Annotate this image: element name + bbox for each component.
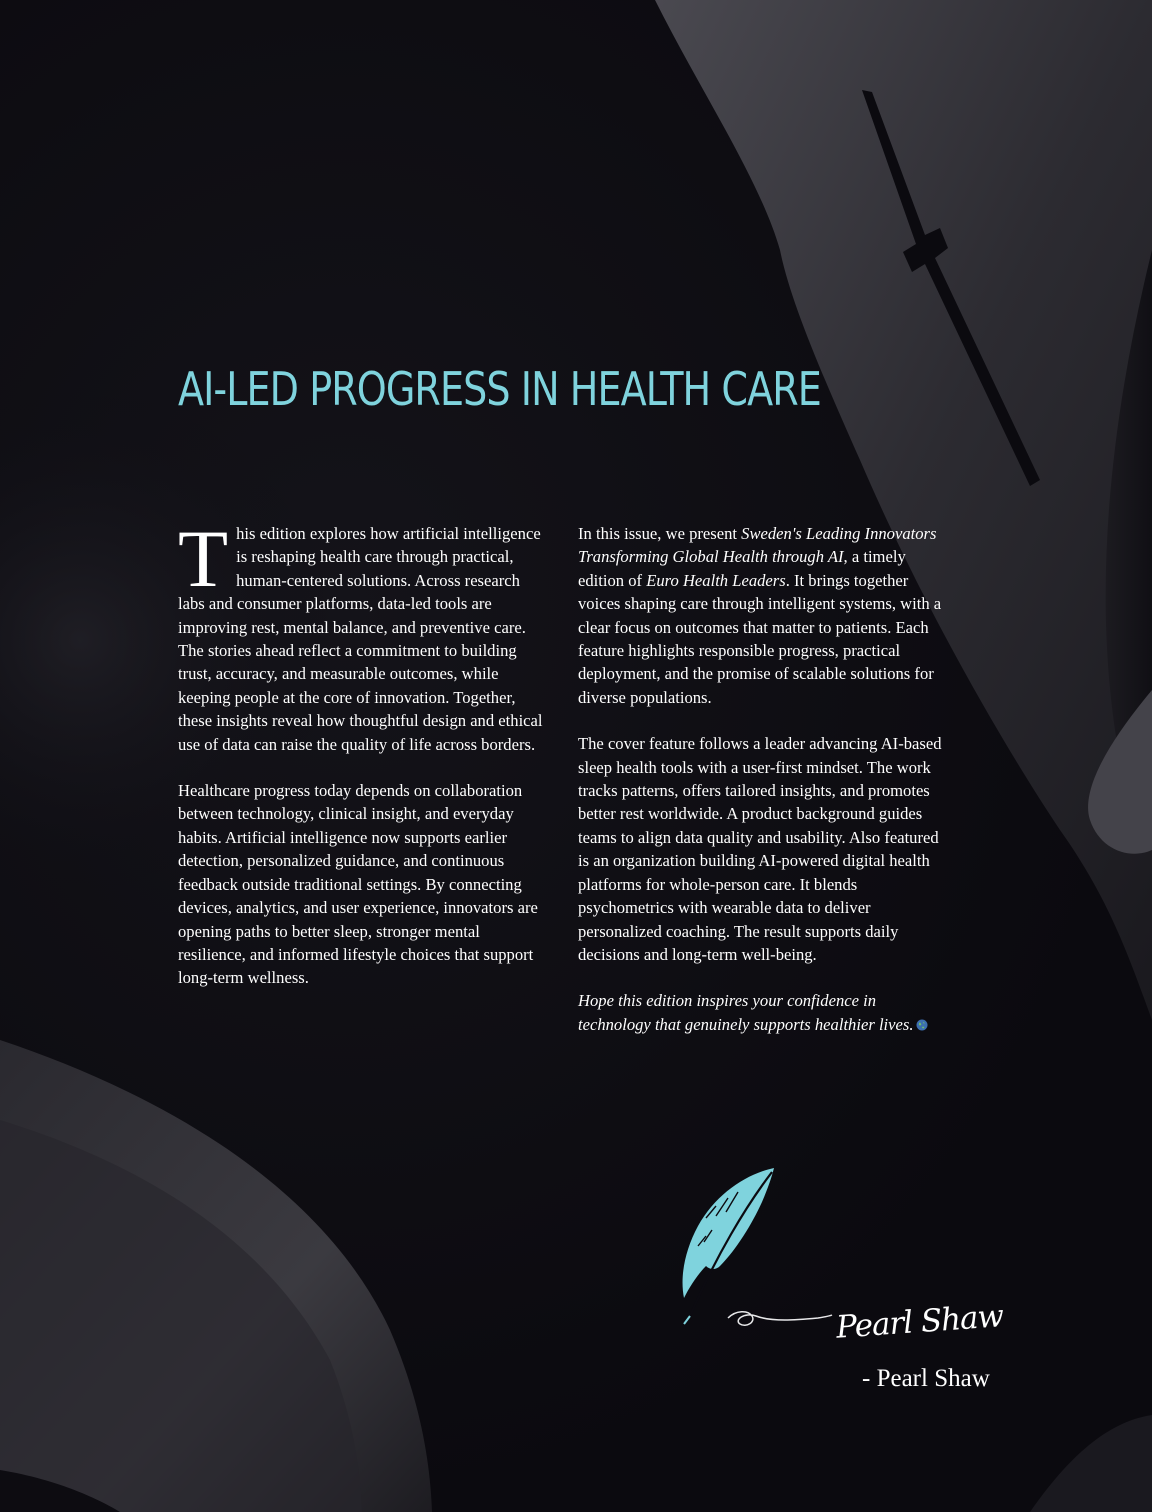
intro-paragraph bbox=[178, 513, 550, 756]
globe-icon bbox=[916, 1019, 928, 1031]
edition-title: Sweden's Leading Innovators Transforming Global Health through AI bbox=[578, 524, 937, 567]
right-column bbox=[578, 522, 950, 1059]
right-p1-text-c: , a timely edition of bbox=[578, 547, 906, 590]
left-paragraph-2: Healthcare progress today depends on collaboration between technology, clinical insight, and everyday habits. Artificial intelligence now supports earlier detection, personalized guidance, and continuous feedback outside traditional settings. By connecting devices, analytics, and user experience, innovators are opening paths to better sleep, stronger mental resilience, and informed lifestyle choices that support long-term wellness. bbox=[178, 781, 538, 988]
drop-cap: T bbox=[178, 513, 229, 604]
left-column bbox=[178, 513, 550, 1013]
sign-off-text: Hope this edition inspires your confidence in technology that genuinely supports healthier lives. bbox=[578, 991, 914, 1034]
right-paragraph-1 bbox=[578, 522, 950, 709]
intro-paragraph-text: his edition explores how artificial intelligence is reshaping health care through practical, human-centered solutions. Across research labs and consumer platforms, data-led tools are improving rest, mental balance, and preventive care. The stories ahead reflect a commitment to building trust, accuracy, and measurable outcomes, while keeping people at the core of innovation. Together, these insights reveal how thoughtful design and ethical use of data can raise the quality of life across borders. bbox=[178, 524, 543, 754]
signature-flourish bbox=[726, 1296, 834, 1336]
author-name: - Pearl Shaw bbox=[862, 1365, 990, 1392]
page-title: AI-LED PROGRESS IN HEALTH CARE bbox=[178, 362, 821, 416]
sign-off-paragraph bbox=[578, 989, 950, 1036]
right-p1-text-a: In this issue, we present bbox=[578, 524, 742, 543]
publication-name: Euro Health Leaders bbox=[646, 570, 786, 590]
right-paragraph-2: The cover feature follows a leader advancing AI-based sleep health tools with a user-first mindset. The work tracks patterns, offers tailored insights, and promotes better rest worldwide. A product background guides teams to align data quality and usability. Also featured is an organization building AI-powered digital health platforms for whole-person care. It blends psychometrics with wearable data to deliver personalized coaching. The result supports daily decisions and long-term well-being. bbox=[578, 734, 942, 964]
handwritten-signature: Pearl Shaw bbox=[834, 1298, 1005, 1346]
right-p1-text-e: . It brings together voices shaping care through intelligent systems, with a clear focus on outcomes that matter to patients. Each feature highlights responsible progress, practical deployment, and the promise of scalable solutions for diverse populations. bbox=[578, 570, 942, 707]
